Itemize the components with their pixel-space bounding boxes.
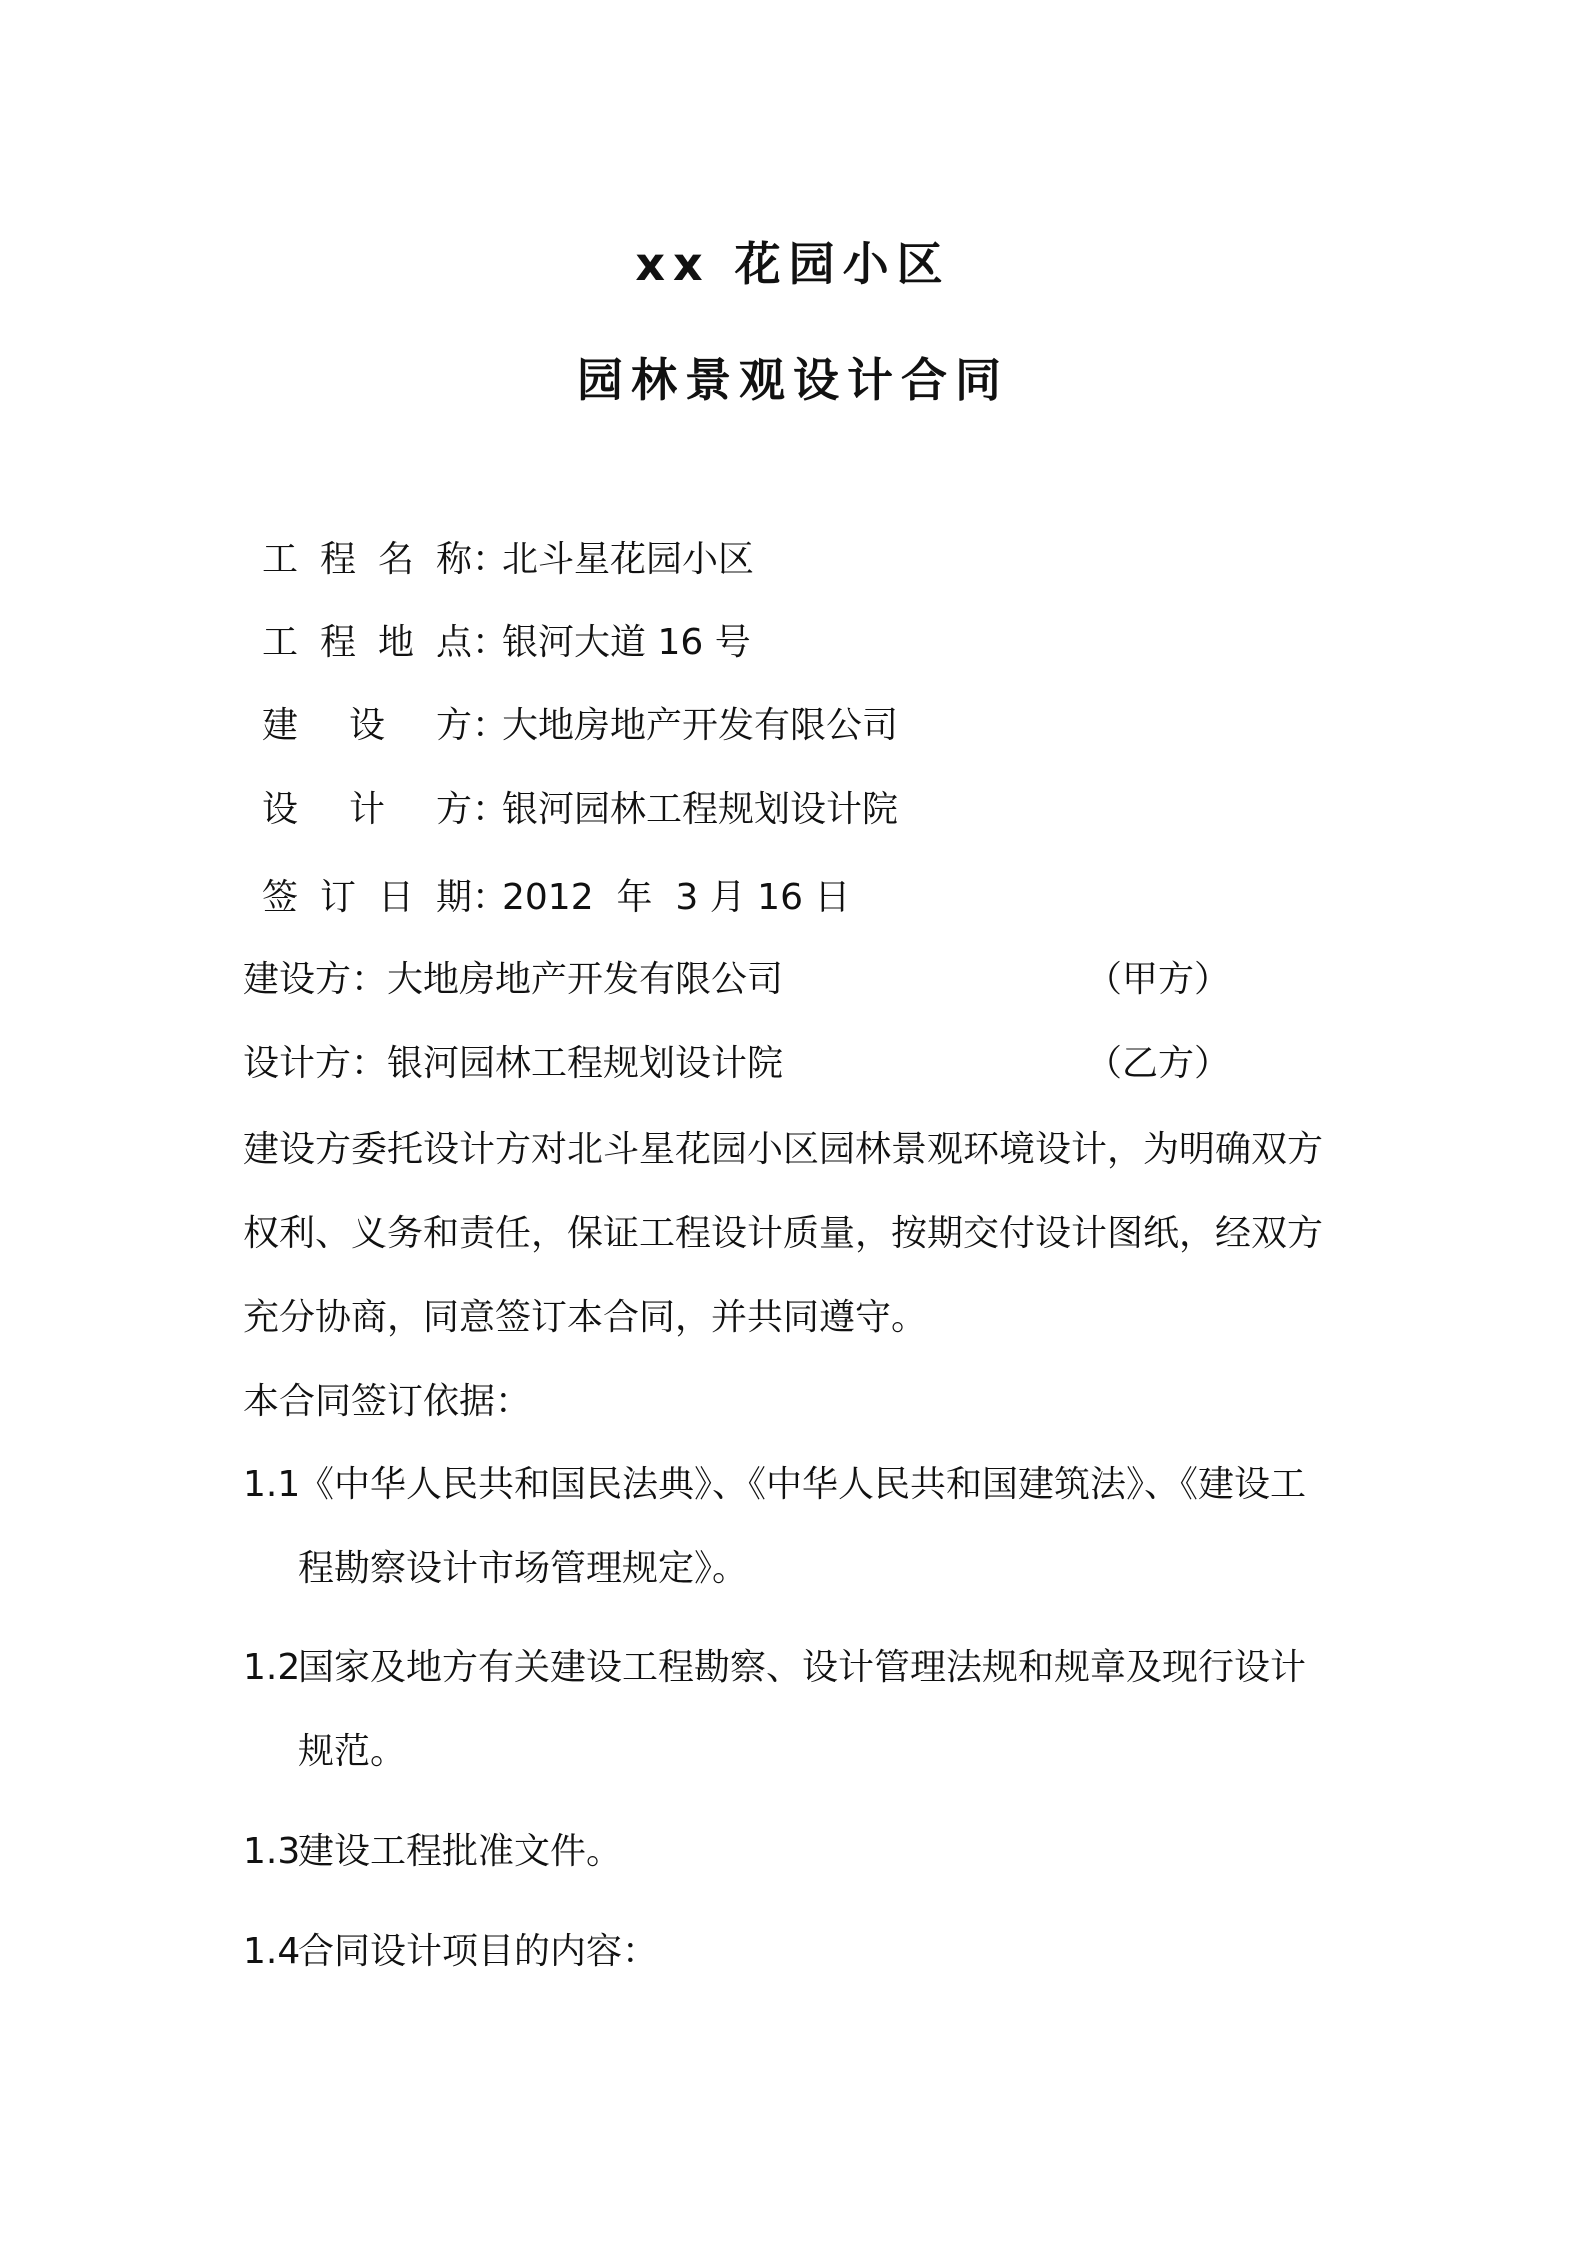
info-value: 大地房地产开发有限公司 — [502, 705, 899, 746]
info-label: 建 设 方 — [262, 705, 472, 746]
document-title-line1: xx 花园小区 — [635, 237, 951, 291]
item-line: 国家及地方有关建设工程勘察、设计管理法规和规章及现行设计 — [298, 1647, 1307, 1688]
party-text: 建设方：大地房地产开发有限公司 — [243, 959, 784, 1000]
info-label: 工 程 地 点 — [262, 622, 472, 663]
info-value: 银河园林工程规划设计院 — [502, 789, 899, 830]
document-title-line2: 园林景观设计合同 — [577, 353, 1009, 407]
info-value: 2012 年 3 月 16 日 — [502, 877, 851, 918]
item-number: 1.1 — [243, 1464, 301, 1505]
intro-line: 建设方委托设计方对北斗星花园小区园林景观环境设计，为明确双方 — [243, 1129, 1324, 1170]
intro-paragraph — [243, 1108, 1353, 1360]
info-label: 设 计 方 — [262, 789, 472, 830]
basis-heading: 本合同签订依据： — [243, 1381, 532, 1422]
item-line: 建设工程批准文件。 — [298, 1831, 623, 1872]
info-value: 北斗星花园小区 — [502, 539, 755, 580]
info-project-name: 工 程 名 称 ： 北斗星花园小区 — [262, 539, 755, 580]
list-item — [243, 1810, 1353, 1894]
party-tag: （乙方） — [1086, 1043, 1231, 1084]
item-line: 《中华人民共和国民法典》、《中华人民共和国建筑法》、《建设工 — [298, 1464, 1307, 1505]
party-client-row — [243, 958, 1231, 1002]
info-sign-date: 签 订 日 期 ： 2012 年 3 月 16 日 — [262, 877, 851, 918]
info-value: 银河大道 16 号 — [502, 622, 751, 663]
list-item — [243, 1443, 1353, 1611]
info-label: 签 订 日 期 — [262, 877, 472, 918]
item-number: 1.2 — [243, 1647, 301, 1688]
intro-line: 充分协商，同意签订本合同，并共同遵守。 — [243, 1297, 928, 1338]
party-tag: （甲方） — [1086, 959, 1231, 1000]
intro-line: 权利、义务和责任，保证工程设计质量，按期交付设计图纸，经双方 — [243, 1213, 1324, 1254]
list-item — [243, 1626, 1353, 1794]
info-designer: 设 计 方 ： 银河园林工程规划设计院 — [262, 789, 899, 830]
list-item — [243, 1910, 1353, 1994]
info-client: 建 设 方 ： 大地房地产开发有限公司 — [262, 705, 899, 746]
party-designer-row — [243, 1042, 1231, 1086]
info-label: 工 程 名 称 — [262, 539, 472, 580]
item-number: 1.3 — [243, 1831, 301, 1872]
item-line: 程勘察设计市场管理规定》。 — [298, 1548, 749, 1589]
item-line: 合同设计项目的内容： — [298, 1931, 659, 1972]
info-project-location: 工 程 地 点 ： 银河大道 16 号 — [262, 622, 751, 663]
item-number: 1.4 — [243, 1931, 301, 1972]
item-line: 规范。 — [298, 1731, 407, 1772]
party-text: 设计方：银河园林工程规划设计院 — [243, 1043, 784, 1084]
